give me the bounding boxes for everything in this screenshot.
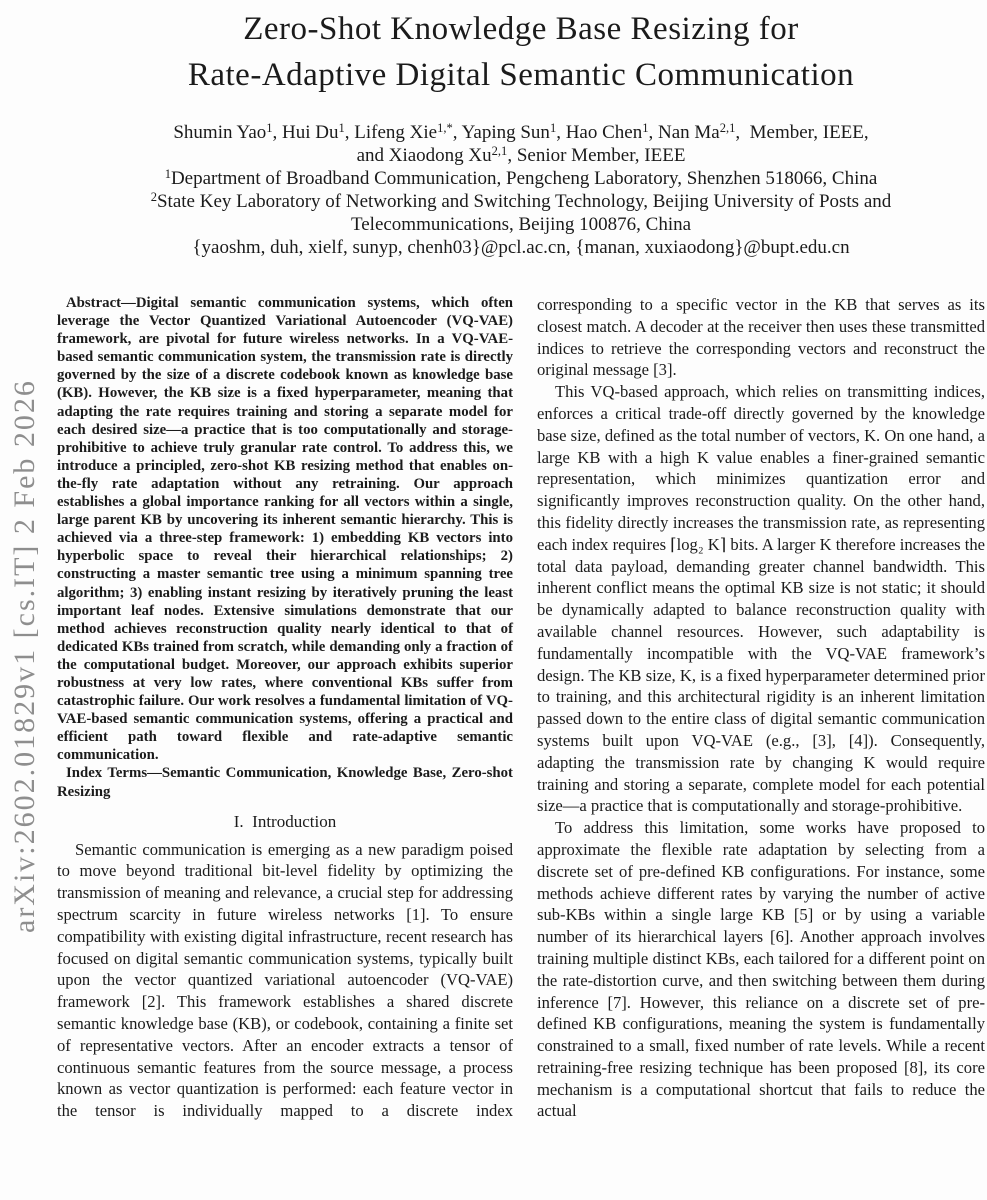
- affiliation-line-1: $^1$Department of Broadband Communication, Pengcheng Laboratory, Shenzhen 518066, China: [164, 167, 878, 189]
- paper-title: [57, 6, 985, 98]
- introduction-paragraph-2: This VQ-based approach, which relies on transmitting indices, enforces a critical trade-off directly governed by the knowledge base size, defined as the total number of vectors, K. On one hand, a large KB with a high K value enables a finer-grained semantic representation, which minimizes quantization error and significantly improves reconstruction quality. On the other hand, this fidelity directly increases the transmission rate, as representing each index requires ⌈log₂ K⌉ bits. A larger K therefore increases the total data payload, demanding greater channel bandwidth. This inherent conflict means the optimal KB size is not static; it should be dynamically adapted to balance reconstruction quality with available channel resources. However, such adaptability is fundamentally incompatible with the VQ-VAE framework’s design. The KB size, K, is a fixed hyperparameter determined prior to training, and this architectural rigidity is an inherent limitation passed down to the entire class of digital semantic communication systems built upon VQ-VAE (e.g., [3], [4]). Consequently, adapting the transmission rate by changing K would require training and storing a separate, complete model for each potential size—a practice that is computationally and storage-prohibitive.: [537, 382, 985, 816]
- affiliation-line-2: $^2$State Key Laboratory of Networking and Switching Technology, Beijing University of Posts and: [150, 190, 892, 212]
- right-column: [537, 294, 985, 1194]
- title-line-1: Zero-Shot Knowledge Base Resizing for: [243, 11, 799, 47]
- author-line-2: and Xiaodong Xu$^{2,1}$, Senior Member, IEEE: [356, 144, 686, 166]
- introduction-paragraph-1-left: Semantic communication is emerging as a new paradigm poised to move beyond traditional bit-level fidelity by optimizing the transmission of meaning and relevance, a crucial step for addressing spectrum scarcity in future wireless networks [1]. To ensure compatibility with existing digital infrastructure, recent research has focused on digital semantic communication systems, typically built upon the vector quantized variational autoencoder (VQ-VAE) framework [2]. This framework establishes a shared discrete semantic knowledge base (KB), or codebook, containing a finite set of representative vectors. After an encoder extracts a tensor of continuous semantic features from the source message, a process known as vector quantization is performed: each feature vector in the tensor is individually mapped to a discrete index: [57, 839, 513, 1121]
- arxiv-watermark: arXiv:2602.01829v1 [cs.IT] 2 Feb 2026: [8, 379, 41, 933]
- author-line-1: Shumin Yao$^1$, Hui Du$^1$, Lifeng Xie$^{1,*}$, Yaping Sun$^1$, Hao Chen$^1$, Nan Ma$^{2,1}$, Member, IEEE,: [173, 121, 869, 143]
- introduction-heading: I. Introduction: [233, 811, 337, 831]
- author-block: [57, 121, 985, 259]
- email-line: {yaoshm, duh, xielf, sunyp, chenh03}@pcl.ac.cn, {manan, xuxiaodong}@bupt.edu.cn: [192, 237, 850, 258]
- abstract-paragraph: Abstract—Digital semantic communication systems, which often leverage the Vector Quantized Variational Autoencoder (VQ-VAE) framework, are pivotal for future wireless networks. In a VQ-VAE-based semantic communication system, the transmission rate is directly governed by the size of a discrete codebook known as knowledge base (KB). However, the KB size is a fixed hyperparameter, meaning that adapting the rate requires training and storing a separate model for each desired size—a practice that is too computationally and storage-prohibitive to achieve truly granular rate control. To address this, we introduce a principled, zero-shot KB resizing method that enables on-the-fly rate adaptation without any retraining. Our approach establishes a global importance ranking for all vectors within a single, large parent KB by uncovering its inherent semantic hierarchy. This is achieved via a three-step framework: 1) embedding KB vectors into hyperbolic space to reveal their hierarchical relationships; 2) constructing a master semantic tree using a minimum spanning tree algorithm; 3) enabling instant resizing by iteratively pruning the least important leaf nodes. Extensive simulations demonstrate that our method achieves reconstruction quality nearly identical to that of dedicated KBs trained from scratch, while demanding only a fraction of the computational budget. Moreover, our approach exhibits superior robustness at very low rates, where conventional KBs suffer from catastrophic failure. Our work resolves a fundamental limitation of VQ-VAE-based semantic communication systems, offering a practical and efficient path toward flexible and rate-adaptive semantic communication.: [57, 295, 513, 764]
- paper-content: [57, 6, 985, 1194]
- left-column: [57, 294, 513, 1194]
- two-column-body: [57, 294, 985, 1194]
- title-line-2: Rate-Adaptive Digital Semantic Communication: [187, 57, 855, 93]
- introduction-paragraph-3: To address this limitation, some works have proposed to approximate the flexible rate adaptation by selecting from a discrete set of pre-defined KB configurations. For instance, some methods achieve different rates by varying the number of active sub-KBs within a single large KB [5] or by using a variable number of its hierarchical layers [6]. Another approach involves training multiple distinct KBs, each tailored for a different point on the rate-distortion curve, and then switching between them during inference [7]. However, this reliance on a discrete set of pre-defined KB configurations, meaning the system is fundamentally constrained to a small, fixed number of rate levels. While a recent retraining-free resizing technique has been proposed [8], its core mechanism is a computational shortcut that fails to reduce the actual: [537, 818, 985, 1121]
- index-terms-paragraph: Index Terms—Semantic Communication, Knowledge Base, Zero-shot Resizing: [57, 765, 513, 800]
- affiliation-line-3: Telecommunications, Beijing 100876, China: [350, 214, 692, 235]
- introduction-paragraph-1-right: corresponding to a specific vector in the KB that serves as its closest match. A decoder at the receiver then uses these transmitted indices to retrieve the corresponding vectors and reconstruct the original message [3].: [537, 295, 985, 380]
